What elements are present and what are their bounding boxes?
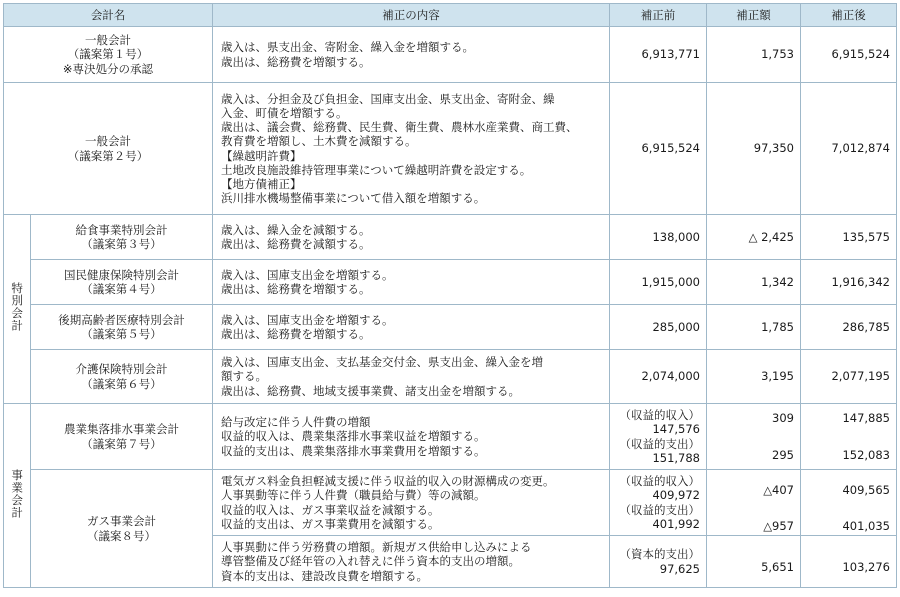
table-row (4, 470, 897, 536)
after-value: 6,915,524 (801, 27, 897, 83)
account-name: 農業集落排水事業会計 （議案第７号） (31, 404, 213, 470)
account-name: 介護保険特別会計 （議案第６号） (31, 350, 213, 404)
account-name: 給食事業特別会計 （議案第３号） (31, 215, 213, 260)
after-value: 147,885 152,083 (801, 404, 897, 470)
table-row (4, 404, 897, 470)
header-amount: 補正額 (707, 4, 801, 27)
content-cell: 歳入は、国庫支出金を増額する。 歳出は、総務費を増額する。 (213, 305, 610, 350)
account-name: 国民健康保険特別会計 （議案第４号） (31, 260, 213, 305)
before-value: （収益的収入） 147,576 （収益的支出） 151,788 (610, 404, 707, 470)
before-value: 6,913,771 (610, 27, 707, 83)
after-value: 7,012,874 (801, 83, 897, 215)
content-cell: 給与改定に伴う人件費の増額 収益的収入は、農業集落排水事業収益を増額する。 収益的支出は、農業集落排水事業費用を増額する。 (213, 404, 610, 470)
before-value: 2,074,000 (610, 350, 707, 404)
amount-value: 1,753 (707, 27, 801, 83)
table-row (4, 260, 897, 305)
header-before: 補正前 (610, 4, 707, 27)
before-value: （収益的収入） 409,972 （収益的支出） 401,992 (610, 470, 707, 536)
header-after: 補正後 (801, 4, 897, 27)
after-value: 103,276 (801, 536, 897, 588)
amount-value: 3,195 (707, 350, 801, 404)
after-value: 135,575 (801, 215, 897, 260)
before-value: 6,915,524 (610, 83, 707, 215)
supplementary-budget-table (3, 3, 897, 588)
content-cell: 歳入は、繰入金を減額する。 歳出は、総務費を減額する。 (213, 215, 610, 260)
amount-value: 309 295 (707, 404, 801, 470)
account-name: 後期高齢者医療特別会計 （議案第５号） (31, 305, 213, 350)
amount-value: △407 △957 (707, 470, 801, 536)
content-cell: 人事異動に伴う労務費の増額。新規ガス供給申し込みによる 導管整備及び経年管の入れ替えに伴う資本的支出の増額。 資本的支出は、建設改良費を増額する。 (213, 536, 610, 588)
amount-value: 1,785 (707, 305, 801, 350)
group-business: 事業会計 (4, 404, 31, 588)
header-row (4, 4, 897, 27)
after-value: 409,565 401,035 (801, 470, 897, 536)
after-value: 2,077,195 (801, 350, 897, 404)
amount-value: 97,350 (707, 83, 801, 215)
before-value: （資本的支出） 97,625 (610, 536, 707, 588)
table-row (4, 27, 897, 83)
header-content: 補正の内容 (213, 4, 610, 27)
before-value: 285,000 (610, 305, 707, 350)
after-value: 1,916,342 (801, 260, 897, 305)
table-row (4, 305, 897, 350)
account-name: 一般会計 （議案第１号） ※専決処分の承認 (4, 27, 213, 83)
amount-value: 1,342 (707, 260, 801, 305)
group-special: 特別会計 (4, 215, 31, 404)
content-cell: 歳入は、県支出金、寄附金、繰入金を増額する。 歳出は、総務費を増額する。 (213, 27, 610, 83)
header-account: 会計名 (4, 4, 213, 27)
content-cell: 歳入は、分担金及び負担金、国庫支出金、県支出金、寄附金、繰 入金、町債を増額する。 歳出は、議会費、総務費、民生費、衛生費、農林水産業費、商工費、 教育費を増額し、土木費を減額する。 【繰越明許費】 土地改良施設維持管理事業について繰越明許費を設定する。 【地方債補正】 浜川排水機場整備事業について借入額を増額する。 (213, 83, 610, 215)
content-cell: 歳入は、国庫支出金、支払基金交付金、県支出金、繰入金を増 額する。 歳出は、総務費、地域支援事業費、諸支出金を増額する。 (213, 350, 610, 404)
amount-value: △ 2,425 (707, 215, 801, 260)
table-row (4, 215, 897, 260)
account-name: 一般会計 （議案第２号） (4, 83, 213, 215)
after-value: 286,785 (801, 305, 897, 350)
content-cell: 電気ガス料金負担軽減支援に伴う収益的収入の財源構成の変更。 人事異動等に伴う人件費（職員給与費）等の減額。 収益的収入は、ガス事業収益を減額する。 収益的支出は、ガス事業費用を減額する。 (213, 470, 610, 536)
before-value: 1,915,000 (610, 260, 707, 305)
table-row (4, 350, 897, 404)
table-row (4, 83, 897, 215)
content-cell: 歳入は、国庫支出金を増額する。 歳出は、総務費を増額する。 (213, 260, 610, 305)
amount-value: 5,651 (707, 536, 801, 588)
account-name: ガス事業会計 （議案８号） (31, 470, 213, 588)
before-value: 138,000 (610, 215, 707, 260)
